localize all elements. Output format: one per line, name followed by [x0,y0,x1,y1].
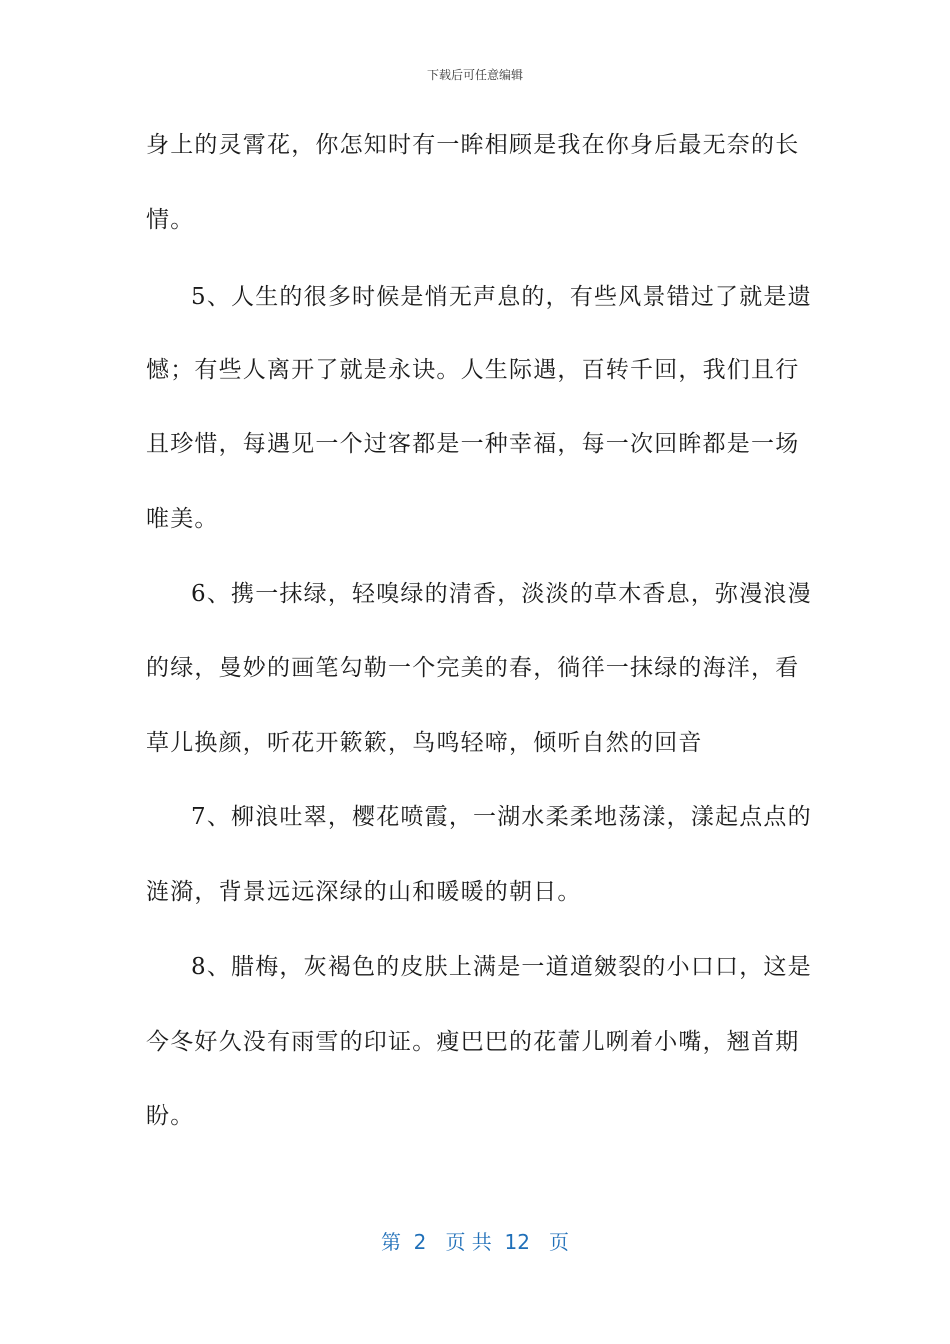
body-line: 涟漪，背景远远深绿的山和暖暖的朝日。 [146,879,582,905]
body-line: 5、人生的很多时候是悄无声息的，有些风景错过了就是遗 [191,284,812,310]
body-line: 今冬好久没有雨雪的印证。瘦巴巴的花蕾儿咧着小嘴，翘首期 [146,1029,800,1055]
body-line: 情。 [146,207,195,233]
page-number-footer: 第 2 页 共 12 页 [380,1230,570,1254]
body-line: 唯美。 [146,506,219,532]
body-line: 8、腊梅，灰褐色的皮肤上满是一道道皴裂的小口口，这是 [191,954,812,980]
page-header: 下载后可任意编辑 [426,68,523,82]
body-line: 草儿换颜，听花开簌簌，鸟鸣轻啼，倾听自然的回音 [146,730,703,756]
body-line: 6、携一抹绿，轻嗅绿的清香，淡淡的草木香息，弥漫浪漫 [191,581,812,607]
body-line: 盼。 [146,1103,195,1129]
body-line: 憾；有些人离开了就是永诀。人生际遇，百转千回，我们且行 [146,357,800,383]
body-line: 的绿，曼妙的画笔勾勒一个完美的春，徜徉一抹绿的海洋，看 [146,655,800,681]
body-line: 且珍惜，每遇见一个过客都是一种幸福，每一次回眸都是一场 [146,431,800,457]
body-line: 7、柳浪吐翠，樱花喷霞，一湖水柔柔地荡漾，漾起点点的 [191,804,812,830]
body-line: 身上的灵霄花，你怎知时有一眸相顾是我在你身后最无奈的长 [146,132,800,158]
